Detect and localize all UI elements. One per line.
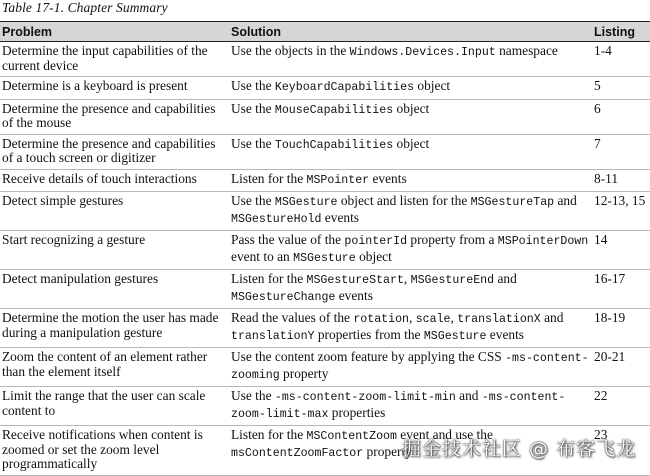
solution-text: properties from the <box>314 326 424 342</box>
solution-text: event to an <box>231 248 294 264</box>
table-row <box>0 169 650 192</box>
code-term: translationY <box>231 329 315 343</box>
code-term: -ms-content-zooming <box>231 352 589 382</box>
code-term: pointerId <box>344 235 408 248</box>
code-term: -ms-content-zoom-limit-max <box>231 391 566 421</box>
table-row <box>0 99 650 134</box>
problem-cell: Receive notifications when content is zoomed or set the zoom level programmatically <box>0 426 229 476</box>
problem-cell: Zoom the content of an element rather than the element itself <box>0 348 229 387</box>
listing-cell: 1-4 <box>591 42 650 77</box>
table-row <box>0 134 650 169</box>
solution-text: object <box>393 135 430 151</box>
solution-text: property <box>279 365 329 381</box>
code-term: KeyboardCapabilities <box>274 81 415 94</box>
solution-text: Use the content zoom feature by applying the CSS <box>231 349 506 364</box>
solution-text: object <box>393 100 430 116</box>
table-row <box>0 348 650 387</box>
solution-text: Listen for the <box>231 427 307 442</box>
table-header <box>0 22 650 42</box>
code-term: MSGestureTap <box>470 196 555 209</box>
chapter-summary-table <box>0 21 650 476</box>
solution-cell <box>229 99 591 134</box>
problem-cell: Start recognizing a gesture <box>0 231 229 270</box>
solution-text: object and listen for the <box>337 193 471 208</box>
solution-text: Listen for the <box>231 170 307 186</box>
solution-text: events <box>335 287 373 303</box>
problem-cell: Receive details of touch interactions <box>0 169 229 192</box>
code-term: Windows.Devices.Input <box>349 46 496 59</box>
table-row <box>0 309 650 348</box>
problem-cell: Detect manipulation gestures <box>0 270 229 309</box>
problem-cell: Detect simple gestures <box>0 192 229 231</box>
header-problem: Problem <box>0 22 229 42</box>
solution-cell <box>229 231 591 270</box>
code-term: MSPointerDown <box>497 235 589 248</box>
header-solution: Solution <box>229 22 591 42</box>
problem-cell: Determine is a keyboard is present <box>0 77 229 100</box>
header-listing: Listing <box>591 22 650 42</box>
problem-cell: Limit the range that the user can scale content to <box>0 387 229 426</box>
code-term: scale <box>415 313 451 326</box>
solution-text: Read the values of the <box>231 310 354 325</box>
solution-cell <box>229 270 591 309</box>
solution-text: and <box>554 193 577 208</box>
listing-cell: 18-19 <box>591 309 650 348</box>
solution-text: , <box>403 271 411 286</box>
listing-cell: 7 <box>591 134 650 169</box>
code-term: TouchCapabilities <box>274 138 394 152</box>
solution-text: event and use the <box>396 427 493 442</box>
problem-cell: Determine the presence and capabilities of the mouse <box>0 99 229 134</box>
solution-cell <box>229 309 591 348</box>
solution-text: object <box>414 78 451 93</box>
table-row <box>0 42 650 77</box>
solution-text: events <box>369 170 407 186</box>
solution-text: Use the <box>231 193 275 208</box>
code-term: MSGestureStart <box>306 274 404 287</box>
table-caption: Table 17-1. Chapter Summary <box>2 0 168 15</box>
watermark: 掘金技术社区 @ 布客飞龙 <box>401 438 636 460</box>
code-term: translationX <box>457 313 541 326</box>
solution-text: Use the <box>231 78 275 93</box>
solution-cell <box>229 42 591 77</box>
solution-text: Use the objects in the <box>231 43 350 58</box>
solution-text: namespace <box>495 43 558 58</box>
table-row <box>0 77 650 100</box>
listing-cell: 12-13, 15 <box>591 192 650 231</box>
listing-cell: 14 <box>591 231 650 270</box>
code-term: MSGesture <box>423 329 487 343</box>
solution-text: events <box>486 326 525 342</box>
code-term: rotation <box>353 313 410 326</box>
code-term: MSPointer <box>306 173 370 187</box>
table-row <box>0 231 650 270</box>
solution-text: property from a <box>407 232 498 247</box>
solution-text: and <box>455 388 482 403</box>
code-term: MSGestureEnd <box>410 274 495 287</box>
solution-text: Use the <box>231 135 275 151</box>
solution-text: events <box>321 209 360 225</box>
solution-text: and <box>494 271 517 286</box>
table-row <box>0 270 650 309</box>
problem-cell: Determine the motion the user has made during a manipulation gesture <box>0 309 229 348</box>
problem-cell: Determine the presence and capabilities of a touch screen or digitizer <box>0 134 229 169</box>
listing-cell: 5 <box>591 77 650 100</box>
solution-text: and <box>540 310 564 325</box>
solution-text: Use the <box>231 100 275 116</box>
solution-text: , <box>450 310 458 325</box>
listing-cell: 22 <box>591 387 650 426</box>
table-row <box>0 192 650 231</box>
solution-text: Pass the value of the <box>231 232 345 247</box>
solution-cell <box>229 77 591 100</box>
header-row <box>0 22 650 42</box>
solution-cell <box>229 169 591 192</box>
listing-cell: 20-21 <box>591 348 650 387</box>
listing-cell: 23 <box>591 426 650 476</box>
code-term: MSGesture <box>293 251 356 265</box>
solution-text: property <box>363 443 412 459</box>
code-term: MSGesture <box>274 196 338 209</box>
solution-cell <box>229 134 591 169</box>
code-term: MouseCapabilities <box>274 103 394 117</box>
solution-text: , <box>409 310 416 325</box>
code-term: MSContentZoom <box>306 430 397 443</box>
code-term: MSGestureHold <box>231 212 322 226</box>
table-row <box>0 387 650 426</box>
solution-text: object <box>355 248 392 264</box>
solution-text: properties <box>328 404 386 420</box>
solution-text: Listen for the <box>231 271 307 286</box>
solution-cell <box>229 348 591 387</box>
problem-cell: Determine the input capabilities of the current device <box>0 42 229 77</box>
listing-cell: 6 <box>591 99 650 134</box>
solution-text: Use the <box>231 388 275 403</box>
listing-cell: 8-11 <box>591 169 650 192</box>
solution-cell <box>229 387 591 426</box>
listing-cell: 16-17 <box>591 270 650 309</box>
solution-cell <box>229 192 591 231</box>
code-term: -ms-content-zoom-limit-min <box>274 391 456 404</box>
code-term: MSGestureChange <box>231 290 336 304</box>
code-term: msContentZoomFactor <box>231 446 364 460</box>
table-body <box>0 42 650 476</box>
